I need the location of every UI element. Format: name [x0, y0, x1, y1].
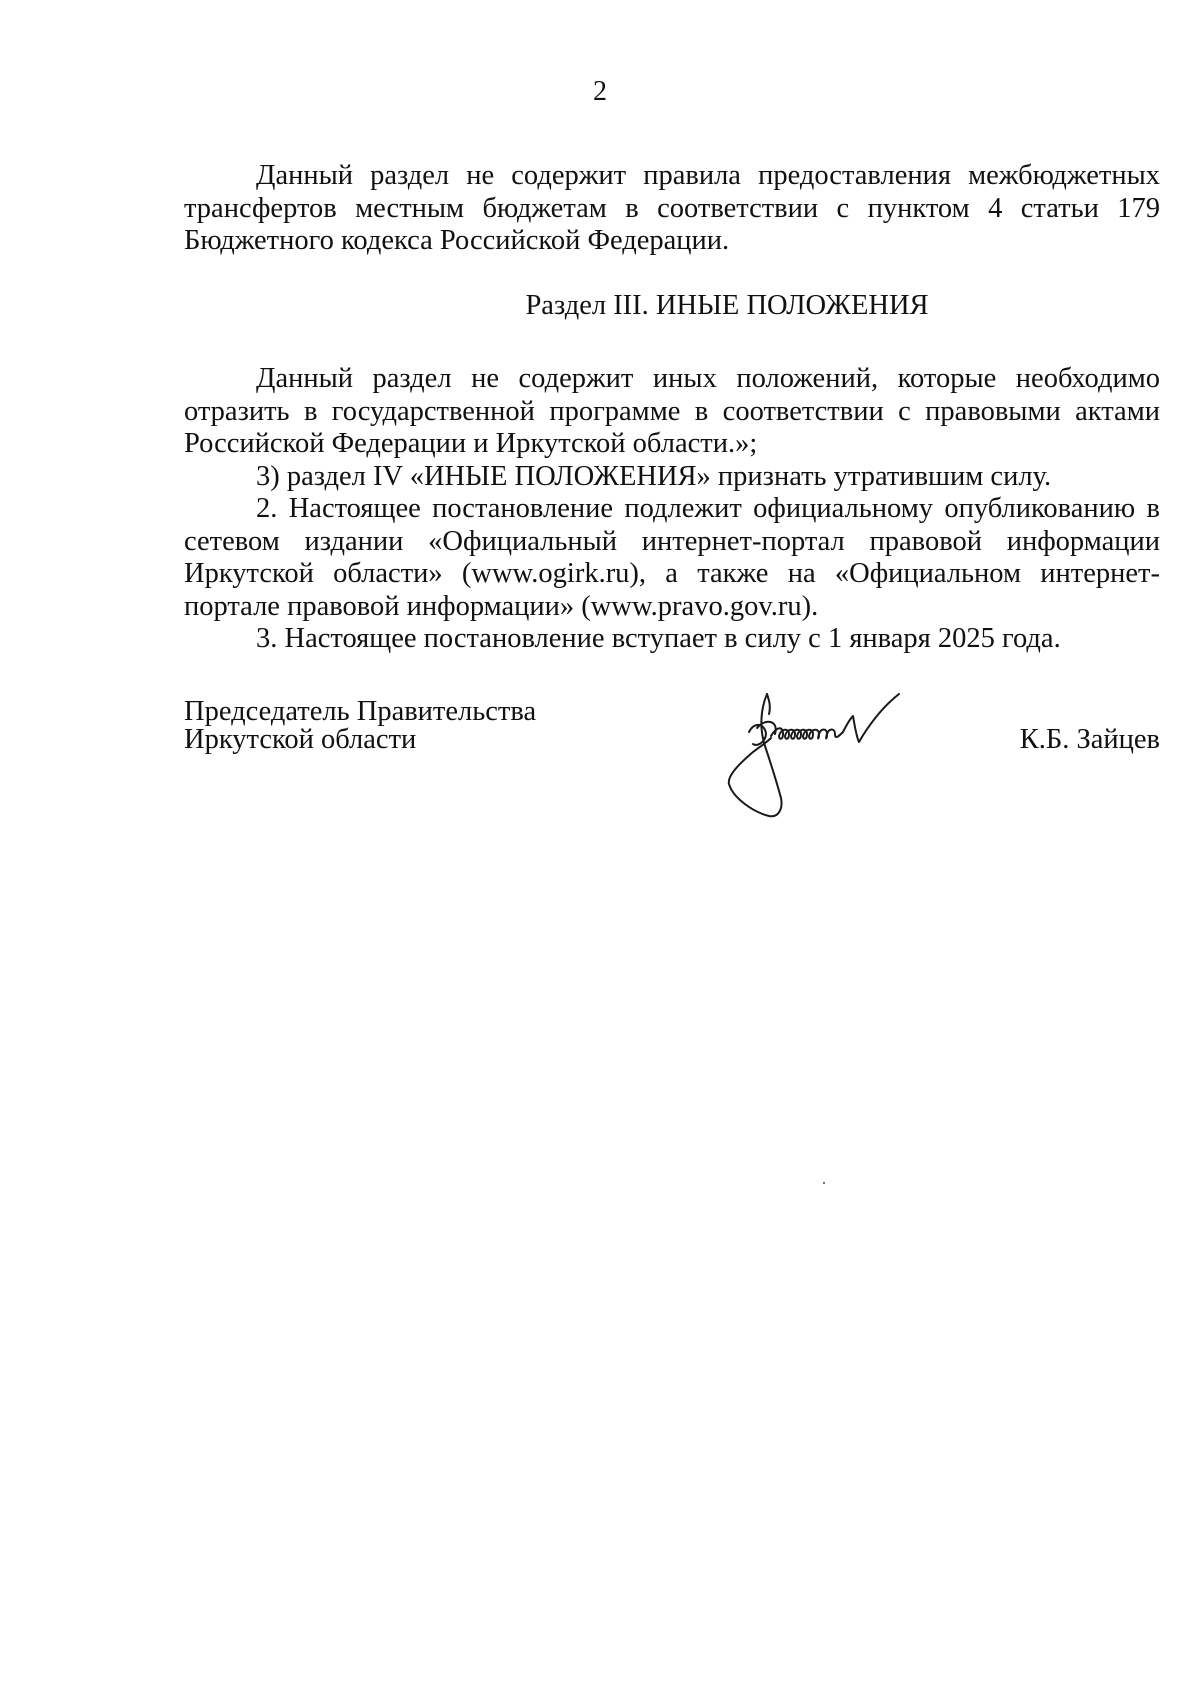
signer-position-line-2: Иркутской области — [184, 724, 417, 755]
text-block-after-heading — [184, 363, 1160, 656]
handwritten-signature — [709, 688, 949, 828]
section-heading: Раздел III. ИНЫЕ ПОЛОЖЕНИЯ — [525, 290, 929, 321]
signer-name: К.Б. Зайцев — [1019, 724, 1160, 755]
text-block-before-heading — [184, 160, 1160, 258]
paragraph: Данный раздел не содержит иных положений, которые необходимо отразить в государственной программе в соответствии с правовыми актами Российской Федерации и Иркутской области.»; — [184, 363, 1160, 459]
signer-position-line-1: Председатель Правительства — [184, 696, 537, 727]
signature-block — [184, 698, 1160, 838]
page-number: 2 — [593, 76, 607, 107]
paragraph: 3. Настоящее постановление вступает в силу с 1 января 2025 года. — [256, 623, 1061, 654]
paragraph: Данный раздел не содержит правила предоставления межбюджетных трансфертов местным бюджетам в соответствии с пунктом 4 статьи 179 Бюджетного кодекса Российской Федерации. — [184, 160, 1160, 256]
paragraph: 2. Настоящее постановление подлежит официальному опубликованию в сетевом издании «Официальный интернет-портал правовой информации Иркутской области» (www.ogirk.ru), а также на «Официальном интернет-портале правовой информации» (www.pravo.gov.ru). — [184, 493, 1160, 622]
scan-speck — [823, 1182, 825, 1184]
paragraph: 3) раздел IV «ИНЫЕ ПОЛОЖЕНИЯ» признать утратившим силу. — [256, 460, 1052, 492]
signer-position — [184, 698, 536, 754]
